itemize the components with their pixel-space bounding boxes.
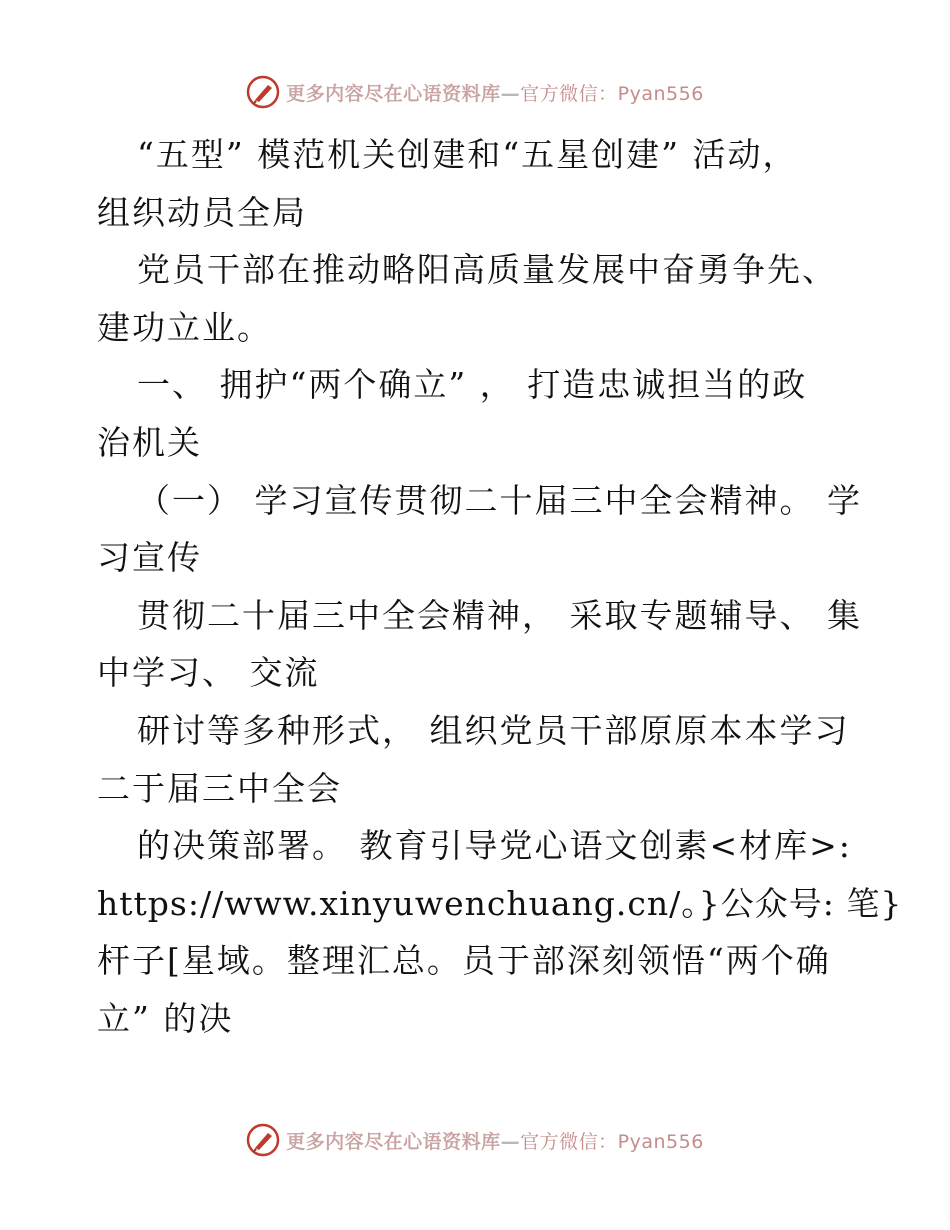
document-body <box>97 126 903 1048</box>
footer-contact-text: 官方微信：Pyan556 <box>520 1130 704 1153</box>
footer-text <box>286 1127 704 1154</box>
section-heading: 一、 拥护“两个确立” ， 打造忠诚担当的政 <box>137 365 808 405</box>
header-banner <box>0 72 950 112</box>
pen-logo-icon <box>246 1123 280 1157</box>
header-text <box>286 79 704 106</box>
body-line: 杆子[星域。整理汇总。员于部深刻领悟“两个确 <box>97 941 831 981</box>
body-line: 中学习、 交流 <box>97 653 320 693</box>
body-line: 研讨等多种形式， 组织党员干部原原本本学习 <box>137 710 850 750</box>
pen-logo-icon <box>246 75 280 109</box>
body-line: 组织动员全局 <box>97 192 307 232</box>
body-line: 立” 的决 <box>97 998 234 1038</box>
body-line: 建功立业。 <box>97 307 272 347</box>
body-line: 贯彻二十届三中全会精神， 采取专题辅导、 集 <box>137 595 862 635</box>
footer-dash: — <box>500 1130 521 1153</box>
footer-brand-text: 更多内容尽在心语资料库 <box>286 1130 501 1153</box>
header-brand-text: 更多内容尽在心语资料库 <box>286 82 501 105</box>
section-heading-cont: 治机关 <box>97 422 202 462</box>
url-line: https://www.xinyuwenchuang.cn/。}公众号: 笔} <box>97 883 903 923</box>
header-dash: — <box>500 82 521 105</box>
body-line: 党员干部在推动略阳高质量发展中奋勇争先、 <box>137 250 837 290</box>
body-line: 的决策部署。 教育引导党心语文创素<材库>: <box>137 826 852 866</box>
subsection-heading: （一） 学习宣传贯彻二十届三中全会精神。 学 <box>137 480 862 520</box>
footer-banner <box>0 1120 950 1160</box>
body-line: “五型” 模范机关创建和“五星创建” 活动， <box>137 135 798 174</box>
header-contact-text: 官方微信：Pyan556 <box>520 82 704 105</box>
body-line: 习宣传 <box>97 538 202 578</box>
body-line: 二于届三中全会 <box>97 768 342 808</box>
